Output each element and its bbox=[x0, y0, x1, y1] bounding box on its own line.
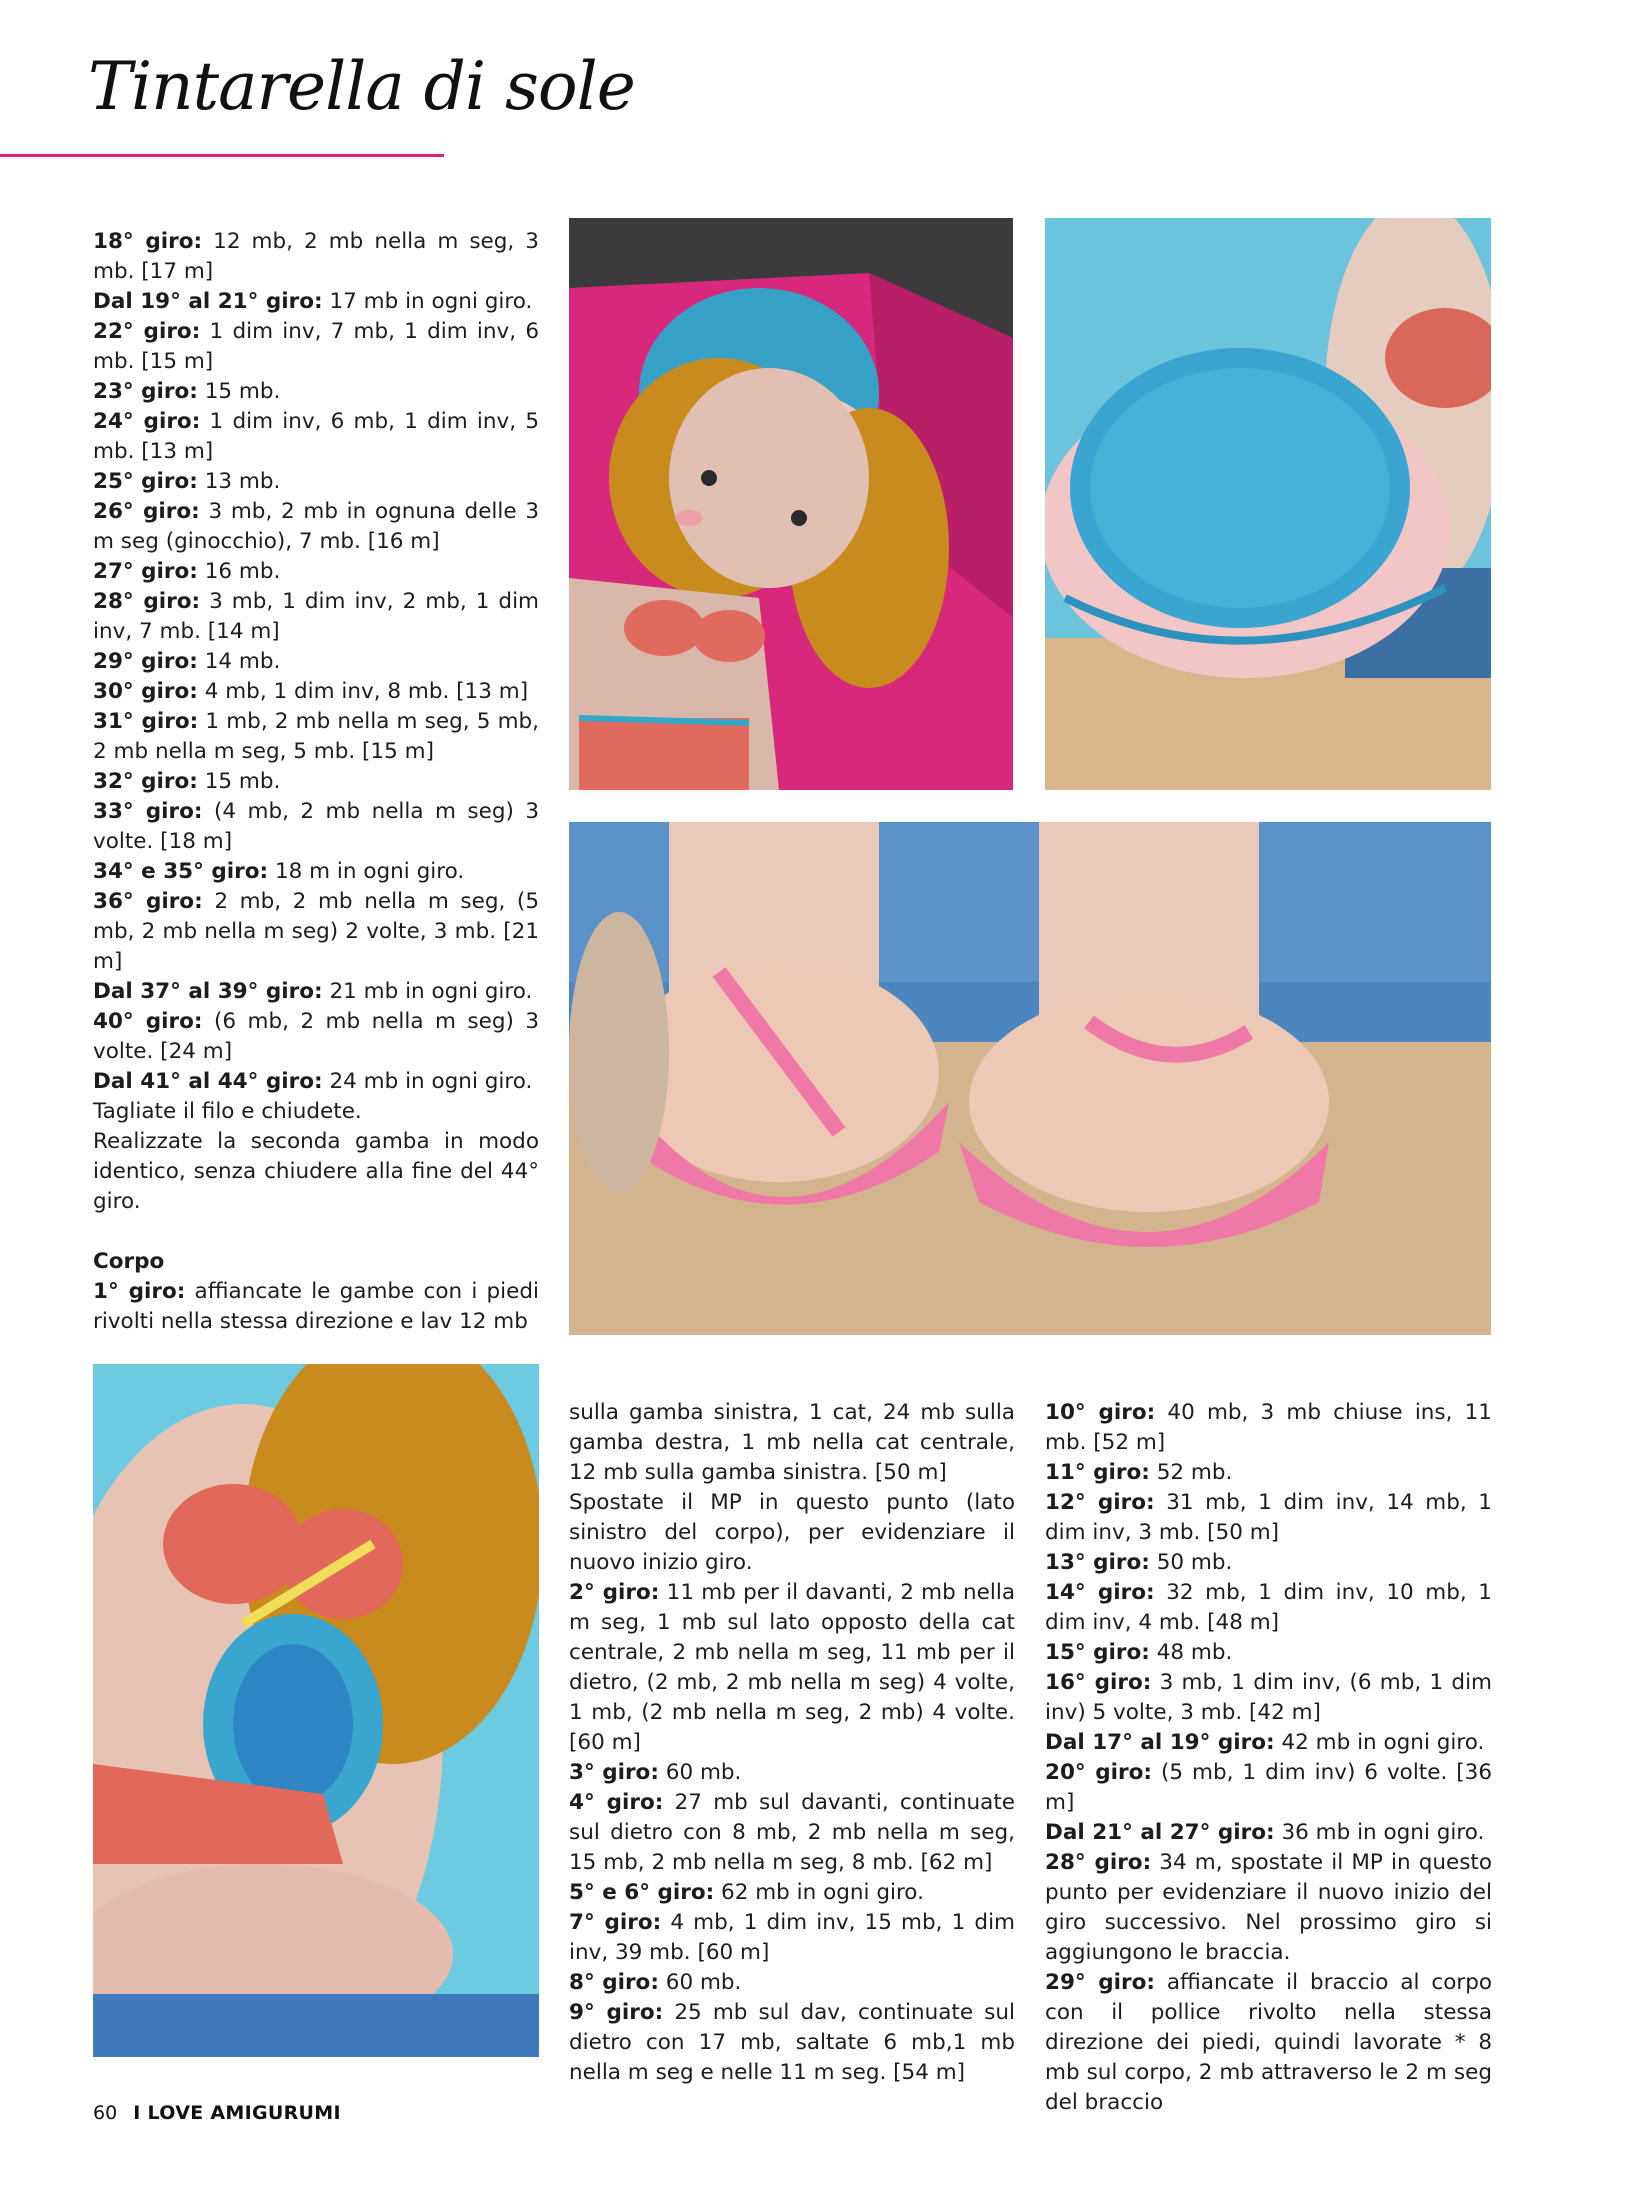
pattern-row bbox=[569, 1968, 1015, 1998]
pattern-row bbox=[1045, 1968, 1492, 2118]
row-label: 34° e 35° giro: bbox=[93, 859, 269, 884]
row-text: 16 mb. bbox=[197, 559, 281, 584]
pattern-row bbox=[93, 497, 539, 557]
photo-pink-sandals bbox=[569, 822, 1491, 1335]
row-text: affiancate il braccio al corpo con il pollice rivolto nella stessa direzione dei piedi, quindi lavorate * 8 mb sul corpo, 2 mb attraverso le 2 m seg del braccio bbox=[1045, 1970, 1492, 2115]
row-label: Dal 37° al 39° giro: bbox=[93, 979, 323, 1004]
row-label: 31° giro: bbox=[93, 709, 199, 734]
row-text: 60 mb. bbox=[658, 1970, 742, 1995]
instruction-text bbox=[93, 1097, 539, 1127]
row-label: 33° giro: bbox=[93, 799, 203, 824]
row-label: 26° giro: bbox=[93, 499, 200, 524]
page-title: Tintarella di sole bbox=[88, 48, 635, 125]
pattern-row bbox=[1045, 1638, 1492, 1668]
pattern-row bbox=[93, 407, 539, 467]
row-label: Corpo bbox=[93, 1249, 165, 1274]
row-text: 36 mb in ogni giro. bbox=[1274, 1820, 1485, 1845]
row-label: 8° giro: bbox=[569, 1970, 659, 1995]
row-text: Spostate il MP in questo punto (lato sinistro del corpo), per evidenziare il nuovo inizio giro. bbox=[569, 1490, 1015, 1575]
row-text: 15 mb. bbox=[197, 769, 281, 794]
row-label: Dal 41° al 44° giro: bbox=[93, 1069, 323, 1094]
row-text: 4 mb, 1 dim inv, 15 mb, 1 dim inv, 39 mb. [60 m] bbox=[569, 1910, 1015, 1965]
page-number: 60 bbox=[93, 2102, 118, 2124]
row-label: 4° giro: bbox=[569, 1790, 664, 1815]
text-column-left bbox=[93, 227, 539, 1337]
row-label: 9° giro: bbox=[569, 2000, 664, 2025]
row-text: sulla gamba sinistra, 1 cat, 24 mb sulla gamba destra, 1 mb nella cat centrale, 12 mb sulla gamba sinistra. [50 m] bbox=[569, 1400, 1015, 1485]
row-label: 2° giro: bbox=[569, 1580, 660, 1605]
row-label: 1° giro: bbox=[93, 1279, 186, 1304]
pattern-row bbox=[93, 707, 539, 767]
row-text: 34 m, spostate il MP in questo punto per evidenziare il nuovo inizio del giro successivo. Nel prossimo giro si aggiungono le braccia. bbox=[1045, 1850, 1493, 1965]
pattern-row bbox=[569, 1758, 1015, 1788]
row-label: 24° giro: bbox=[93, 409, 201, 434]
pattern-row bbox=[93, 227, 539, 287]
row-label: 14° giro: bbox=[1045, 1580, 1155, 1605]
row-text: 12 mb, 2 mb nella m seg, 3 mb. [17 m] bbox=[93, 229, 539, 284]
row-label: 25° giro: bbox=[93, 469, 198, 494]
pattern-row bbox=[569, 1578, 1015, 1758]
row-text: 24 mb in ogni giro. bbox=[322, 1069, 533, 1094]
row-text: 14 mb. bbox=[197, 649, 281, 674]
row-text: 60 mb. bbox=[658, 1760, 742, 1785]
pattern-row bbox=[93, 1067, 539, 1097]
row-text: (5 mb, 1 dim inv) 6 volte. [36 m] bbox=[1045, 1760, 1493, 1815]
text-column-right bbox=[1045, 1398, 1492, 2118]
row-label: 15° giro: bbox=[1045, 1640, 1150, 1665]
pattern-row bbox=[569, 1878, 1015, 1908]
row-text: 27 mb sul davanti, continuate sul dietro con 8 mb, 2 mb nella m seg, 15 mb, 2 mb nella m seg, 8 mb. [62 m] bbox=[569, 1790, 1015, 1875]
instruction-text bbox=[569, 1488, 1015, 1578]
row-text: affiancate le gambe con i piedi rivolti nella stessa direzione e lav 12 mb bbox=[93, 1279, 539, 1334]
row-label: 29° giro: bbox=[1045, 1970, 1155, 1995]
row-label: 32° giro: bbox=[93, 769, 198, 794]
row-text: (6 mb, 2 mb nella m seg) 3 volte. [24 m] bbox=[93, 1009, 540, 1064]
pattern-row bbox=[93, 857, 539, 887]
pattern-row bbox=[93, 467, 539, 497]
row-text: 52 mb. bbox=[1149, 1460, 1233, 1485]
pattern-row bbox=[1045, 1488, 1492, 1548]
row-label: 36° giro: bbox=[93, 889, 203, 914]
pattern-row bbox=[93, 797, 539, 857]
row-label: 27° giro: bbox=[93, 559, 198, 584]
pattern-row bbox=[1045, 1458, 1492, 1488]
row-label: Dal 19° al 21° giro: bbox=[93, 289, 323, 314]
row-text: 40 mb, 3 mb chiuse ins, 11 mb. [52 m] bbox=[1045, 1400, 1492, 1455]
pattern-row bbox=[1045, 1668, 1492, 1728]
row-label: 20° giro: bbox=[1045, 1760, 1153, 1785]
row-text: 62 mb in ogni giro. bbox=[714, 1880, 924, 1905]
pattern-row bbox=[1045, 1728, 1492, 1758]
pattern-row bbox=[93, 1277, 539, 1337]
row-text: 21 mb in ogni giro. bbox=[322, 979, 533, 1004]
pattern-row bbox=[1045, 1398, 1492, 1458]
pattern-row bbox=[1045, 1548, 1492, 1578]
photo-blue-hat bbox=[1045, 218, 1491, 790]
row-label: 40° giro: bbox=[93, 1009, 203, 1034]
row-label: 10° giro: bbox=[1045, 1400, 1156, 1425]
row-text: 3 mb, 1 dim inv, (6 mb, 1 dim inv) 5 volte, 3 mb. [42 m] bbox=[1045, 1670, 1493, 1725]
text-column-middle bbox=[569, 1398, 1015, 2088]
row-text: Tagliate il filo e chiudete. bbox=[93, 1099, 362, 1124]
row-label: 29° giro: bbox=[93, 649, 198, 674]
pattern-row bbox=[93, 1247, 539, 1277]
row-label: Dal 17° al 19° giro: bbox=[1045, 1730, 1275, 1755]
pattern-row bbox=[93, 767, 539, 797]
paragraph-spacer bbox=[93, 1217, 539, 1247]
row-text: Realizzate la seconda gamba in modo identico, senza chiudere alla fine del 44° giro. bbox=[93, 1129, 539, 1214]
pattern-row bbox=[93, 377, 539, 407]
pattern-row bbox=[1045, 1578, 1492, 1638]
row-text: 42 mb in ogni giro. bbox=[1274, 1730, 1485, 1755]
row-text: 1 dim inv, 6 mb, 1 dim inv, 5 mb. [13 m] bbox=[93, 409, 540, 464]
row-text: (4 mb, 2 mb nella m seg) 3 volte. [18 m] bbox=[93, 799, 540, 854]
row-label: 22° giro: bbox=[93, 319, 201, 344]
row-label: 28° giro: bbox=[1045, 1850, 1152, 1875]
row-text: 31 mb, 1 dim inv, 14 mb, 1 dim inv, 3 mb. [50 m] bbox=[1045, 1490, 1492, 1545]
pattern-row bbox=[93, 677, 539, 707]
pattern-row bbox=[93, 977, 539, 1007]
row-label: Dal 21° al 27° giro: bbox=[1045, 1820, 1275, 1845]
pattern-row bbox=[93, 1007, 539, 1067]
row-label: 16° giro: bbox=[1045, 1670, 1152, 1695]
row-label: 3° giro: bbox=[569, 1760, 659, 1785]
row-text: 3 mb, 2 mb in ognuna delle 3 m seg (ginocchio), 7 mb. [16 m] bbox=[93, 499, 539, 554]
pattern-row bbox=[93, 587, 539, 647]
pattern-row bbox=[1045, 1758, 1492, 1818]
pattern-row bbox=[93, 317, 539, 377]
row-text: 50 mb. bbox=[1149, 1550, 1233, 1575]
row-label: 30° giro: bbox=[93, 679, 198, 704]
title-underline bbox=[0, 154, 444, 157]
photo-doll-on-towel bbox=[569, 218, 1013, 790]
row-text: 25 mb sul dav, continuate sul dietro con 17 mb, saltate 6 mb,1 mb nella m seg e nelle 11 m seg. [54 m] bbox=[569, 2000, 1015, 2085]
instruction-text bbox=[569, 1398, 1015, 1488]
row-text: 17 mb in ogni giro. bbox=[322, 289, 533, 314]
pattern-row bbox=[93, 887, 539, 977]
magazine-name: I LOVE AMIGURUMI bbox=[133, 2102, 341, 2124]
page-footer bbox=[93, 2102, 341, 2124]
pattern-row bbox=[569, 1788, 1015, 1878]
pattern-row bbox=[93, 557, 539, 587]
row-text: 2 mb, 2 mb nella m seg, (5 mb, 2 mb nella m seg) 2 volte, 3 mb. [21 m] bbox=[93, 889, 539, 974]
row-label: 5° e 6° giro: bbox=[569, 1880, 715, 1905]
row-label: 7° giro: bbox=[569, 1910, 662, 1935]
instruction-text bbox=[93, 1127, 539, 1217]
row-label: 12° giro: bbox=[1045, 1490, 1155, 1515]
pattern-row bbox=[1045, 1848, 1492, 1968]
row-text: 32 mb, 1 dim inv, 10 mb, 1 dim inv, 4 mb. [48 m] bbox=[1045, 1580, 1492, 1635]
row-label: 11° giro: bbox=[1045, 1460, 1150, 1485]
photo-doll-bikini bbox=[93, 1364, 539, 2057]
row-text: 15 mb. bbox=[197, 379, 281, 404]
row-text: 13 mb. bbox=[197, 469, 281, 494]
row-text: 48 mb. bbox=[1149, 1640, 1233, 1665]
pattern-row bbox=[569, 1998, 1015, 2088]
row-label: 28° giro: bbox=[93, 589, 201, 614]
row-label: 18° giro: bbox=[93, 229, 203, 254]
pattern-row bbox=[93, 287, 539, 317]
row-text: 11 mb per il davanti, 2 mb nella m seg, 1 mb sul lato opposto della cat centrale, 2 mb nella m seg, 11 mb per il dietro, (2 mb, 2 mb nella m seg) 4 volte, 1 mb, (2 mb nella m seg, 2 mb) 4 volte. [60 m] bbox=[569, 1580, 1015, 1755]
row-label: 13° giro: bbox=[1045, 1550, 1150, 1575]
row-label: 23° giro: bbox=[93, 379, 198, 404]
pattern-row bbox=[569, 1908, 1015, 1968]
row-text: 1 dim inv, 7 mb, 1 dim inv, 6 mb. [15 m] bbox=[93, 319, 540, 374]
pattern-row bbox=[93, 647, 539, 677]
row-text: 3 mb, 1 dim inv, 2 mb, 1 dim inv, 7 mb. [14 m] bbox=[93, 589, 539, 644]
row-text: 18 m in ogni giro. bbox=[268, 859, 465, 884]
row-text: 4 mb, 1 dim inv, 8 mb. [13 m] bbox=[197, 679, 529, 704]
pattern-row bbox=[1045, 1818, 1492, 1848]
row-text: 1 mb, 2 mb nella m seg, 5 mb, 2 mb nella m seg, 5 mb. [15 m] bbox=[93, 709, 539, 764]
